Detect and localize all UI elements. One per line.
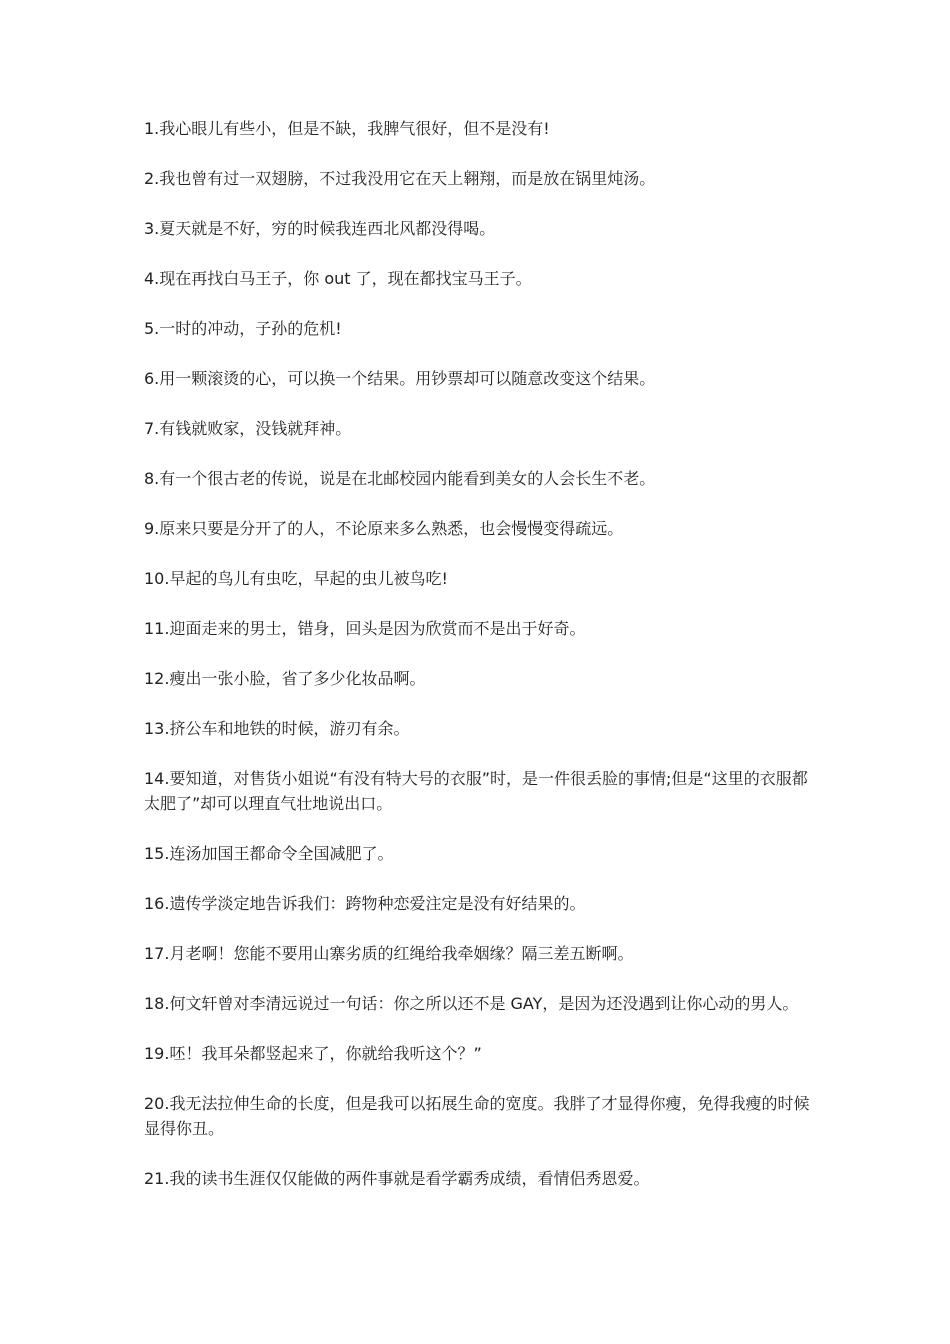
- list-item: 19.呸！我耳朵都竖起来了，你就给我听这个？”: [144, 1044, 482, 1063]
- list-item: 17.月老啊！您能不要用山寨劣质的红绳给我牵姻缘？隔三差五断啊。: [144, 944, 634, 963]
- list-item: 7.有钱就败家，没钱就拜神。: [144, 419, 352, 438]
- list-item: 20.我无法拉伸生命的长度，但是我可以拓展生命的宽度。我胖了才显得你瘦，免得我瘦的时候显得你丑。: [144, 1094, 810, 1138]
- list-item: 1.我心眼儿有些小，但是不缺，我脾气很好，但不是没有!: [144, 119, 550, 138]
- list-item: 15.连汤加国王都命令全国减肥了。: [144, 844, 394, 863]
- list-item: 9.原来只要是分开了的人，不论原来多么熟悉，也会慢慢变得疏远。: [144, 519, 624, 538]
- list-item: 18.何文轩曾对李清远说过一句话：你之所以还不是 GAY，是因为还没遇到让你心动的男人。: [144, 994, 799, 1013]
- list-item: 2.我也曾有过一双翅膀，不过我没用它在天上翱翔，而是放在锅里炖汤。: [144, 169, 656, 188]
- list-item: 16.遗传学淡定地告诉我们：跨物种恋爱注定是没有好结果的。: [144, 894, 586, 913]
- list-item: 4.现在再找白马王子，你 out 了，现在都找宝马王子。: [144, 269, 532, 288]
- list-item: 21.我的读书生涯仅仅能做的两件事就是看学霸秀成绩，看情侣秀恩爱。: [144, 1169, 650, 1188]
- list-item: 10.早起的鸟儿有虫吃，早起的虫儿被鸟吃!: [144, 569, 448, 588]
- list-item: 13.挤公车和地铁的时候，游刃有余。: [144, 719, 410, 738]
- list-item: 11.迎面走来的男士，错身，回头是因为欣赏而不是出于好奇。: [144, 619, 586, 638]
- list-item: 8.有一个很古老的传说，说是在北邮校园内能看到美女的人会长生不老。: [144, 469, 656, 488]
- list-item: 3.夏天就是不好，穷的时候我连西北风都没得喝。: [144, 219, 496, 238]
- list-item: 5.一时的冲动，子孙的危机!: [144, 319, 342, 338]
- list-item: 14.要知道，对售货小姐说“有没有特大号的衣服”时，是一件很丢脸的事情;但是“这里的衣服都太肥了”却可以理直气壮地说出口。: [144, 769, 808, 813]
- list-item: 6.用一颗滚烫的心，可以换一个结果。用钞票却可以随意改变这个结果。: [144, 369, 656, 388]
- joke-list: [144, 116, 812, 1216]
- list-item: 12.瘦出一张小脸，省了多少化妆品啊。: [144, 669, 426, 688]
